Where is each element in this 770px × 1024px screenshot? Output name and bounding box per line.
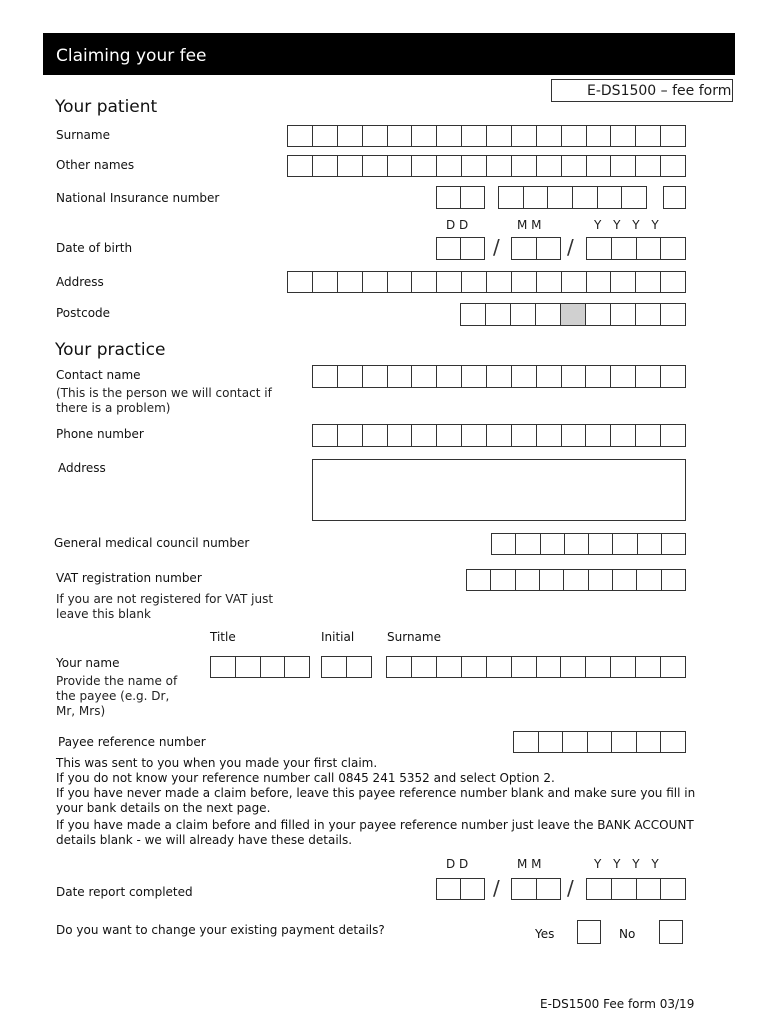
practice-address-input[interactable] [312,459,686,521]
char-cell[interactable] [388,366,413,387]
char-cell[interactable] [661,304,685,325]
char-cell[interactable] [313,156,338,176]
char-cell[interactable] [586,657,611,677]
note-line: If you have made a claim before and filled in your payee reference number just leave the BANK ACCOUNT details blank - we will already have these details. [56,818,694,847]
page-banner [43,33,735,75]
char-cell[interactable] [388,156,413,176]
char-cell[interactable] [587,156,612,176]
report-year-boxes[interactable] [586,878,686,900]
char-cell[interactable] [611,272,636,292]
surname-label: Surname [56,128,110,142]
char-cell[interactable] [512,272,537,292]
char-cell[interactable] [561,657,586,677]
contact-name-label: Contact name [56,368,141,382]
char-cell[interactable] [492,534,516,554]
char-cell[interactable] [661,732,685,752]
char-cell[interactable] [561,304,586,325]
char-cell[interactable] [487,657,512,677]
phone-label: Phone number [56,427,144,441]
no-checkbox[interactable] [659,920,683,944]
report-yyyy-label: Y Y Y Y [594,857,659,871]
postcode-label: Postcode [56,306,111,320]
char-cell[interactable] [562,126,587,146]
char-cell[interactable] [363,156,388,176]
char-cell[interactable] [388,126,413,146]
char-cell[interactable] [537,272,562,292]
char-cell[interactable] [313,366,338,387]
char-cell[interactable] [387,657,412,677]
char-cell[interactable] [586,304,611,325]
payee-ref-label: Payee reference number [58,735,206,749]
char-cell[interactable] [636,126,661,146]
contact-name-boxes[interactable] [312,365,686,388]
char-cell[interactable] [338,272,363,292]
char-cell[interactable] [363,126,388,146]
char-cell[interactable] [612,879,637,899]
char-cell[interactable] [598,187,623,208]
char-cell[interactable] [338,425,363,446]
char-cell[interactable] [322,657,347,677]
char-cell[interactable] [524,187,549,208]
char-cell[interactable] [537,126,562,146]
char-cell[interactable] [537,156,562,176]
char-cell[interactable] [512,657,537,677]
char-cell[interactable] [537,425,562,446]
yes-label: Yes [535,927,555,941]
char-cell[interactable] [661,657,685,677]
vat-hint: If you are not registered for VAT just leave this blank [56,592,274,621]
char-cell[interactable] [564,570,588,590]
char-cell[interactable] [412,366,437,387]
dob-yyyy-label: Y Y Y Y [594,218,659,232]
char-cell[interactable] [461,879,484,899]
note-line: This was sent to you when you made your first claim. [56,756,378,770]
ni-suffix-box[interactable] [663,186,686,209]
char-cell[interactable] [589,570,613,590]
char-cell[interactable] [388,272,413,292]
char-cell[interactable] [512,238,537,259]
char-cell[interactable] [437,156,462,176]
char-cell[interactable] [487,126,512,146]
char-cell[interactable] [462,126,487,146]
report-day-boxes[interactable] [436,878,485,900]
char-cell[interactable] [573,187,598,208]
char-cell[interactable] [412,126,437,146]
char-cell[interactable] [511,304,536,325]
surname-col-label: Surname [387,630,441,644]
char-cell[interactable] [562,272,587,292]
dob-dd-label: D D [446,218,469,232]
char-cell[interactable] [661,879,685,899]
ni-digits-boxes[interactable] [498,186,647,209]
char-cell[interactable] [637,570,661,590]
char-cell[interactable] [636,272,661,292]
char-cell[interactable] [661,425,685,446]
gmc-label: General medical council number [54,536,250,550]
other-names-label: Other names [56,158,135,172]
form-id: E-DS1500 – fee form [587,83,732,99]
ni-number-label: National Insurance number [56,191,220,205]
char-cell[interactable] [587,126,612,146]
payee-surname-boxes[interactable] [386,656,686,678]
ni-prefix-boxes[interactable] [436,186,485,209]
char-cell[interactable] [587,879,612,899]
char-cell[interactable] [613,534,637,554]
yes-checkbox[interactable] [577,920,601,944]
char-cell[interactable] [588,732,613,752]
address-boxes[interactable] [287,271,686,293]
char-cell[interactable] [636,156,661,176]
report-month-boxes[interactable] [511,878,561,900]
char-cell[interactable] [261,657,286,677]
contact-name-hint: (This is the person we will contact if there is a problem) [56,386,272,415]
char-cell[interactable] [437,657,462,677]
char-cell[interactable] [491,570,515,590]
char-cell[interactable] [514,732,539,752]
char-cell[interactable] [313,126,338,146]
char-cell[interactable] [612,238,637,259]
char-cell[interactable] [462,657,487,677]
dob-mm-label: M M [517,218,542,232]
char-cell[interactable] [636,425,661,446]
char-cell[interactable] [313,272,338,292]
char-cell[interactable] [211,657,236,677]
char-cell[interactable] [637,732,662,752]
char-cell[interactable] [661,366,685,387]
char-cell[interactable] [437,238,461,259]
char-cell[interactable] [437,425,462,446]
postcode-boxes[interactable] [460,303,686,326]
other-names-boxes[interactable] [287,155,686,177]
char-cell[interactable] [638,534,662,554]
char-cell[interactable] [622,187,646,208]
char-cell[interactable] [512,366,537,387]
char-cell[interactable] [467,570,491,590]
dob-label: Date of birth [56,241,133,255]
vat-label: VAT registration number [56,571,202,585]
char-cell[interactable] [487,156,512,176]
char-cell[interactable] [462,156,487,176]
char-cell[interactable] [285,657,309,677]
char-cell[interactable] [611,425,636,446]
char-cell[interactable] [661,126,685,146]
char-cell[interactable] [487,366,512,387]
title-col-label: Title [210,630,236,644]
dob-year-boxes[interactable] [586,237,686,260]
char-cell[interactable] [664,187,685,208]
char-cell[interactable] [611,304,636,325]
report-date-separator: / [567,876,574,900]
char-cell[interactable] [587,238,612,259]
char-cell[interactable] [563,732,588,752]
char-cell[interactable] [540,570,564,590]
form-id-box [551,79,733,102]
char-cell[interactable] [637,238,662,259]
char-cell[interactable] [537,657,562,677]
dob-day-boxes[interactable] [436,237,485,260]
char-cell[interactable] [363,272,388,292]
char-cell[interactable] [437,187,461,208]
char-cell[interactable] [236,657,261,677]
char-cell[interactable] [537,366,562,387]
char-cell[interactable] [565,534,589,554]
note-line: If you have never made a claim before, leave this payee reference number blank and make sure you fill in your bank details on the next page. [56,786,696,815]
char-cell[interactable] [486,304,511,325]
page-title: Claiming your fee [56,46,207,66]
char-cell[interactable] [347,657,371,677]
char-cell[interactable] [537,238,561,259]
char-cell[interactable] [636,304,661,325]
char-cell[interactable] [437,879,461,899]
report-mm-label: M M [517,857,542,871]
date-completed-label: Date report completed [56,885,193,899]
char-cell[interactable] [338,126,363,146]
char-cell[interactable] [662,534,685,554]
char-cell[interactable] [512,156,537,176]
char-cell[interactable] [611,366,636,387]
char-cell[interactable] [613,570,637,590]
char-cell[interactable] [611,126,636,146]
char-cell[interactable] [461,238,484,259]
char-cell[interactable] [288,126,313,146]
char-cell[interactable] [512,879,537,899]
char-cell[interactable] [516,534,540,554]
initial-col-label: Initial [321,630,355,644]
char-cell[interactable] [548,187,573,208]
char-cell[interactable] [412,425,437,446]
char-cell[interactable] [562,156,587,176]
vat-boxes[interactable] [466,569,686,591]
address-label: Address [56,275,104,289]
notes-block [56,756,696,848]
dob-separator: / [567,235,574,259]
char-cell[interactable] [461,187,484,208]
char-cell[interactable] [288,272,313,292]
char-cell[interactable] [412,272,437,292]
char-cell[interactable] [586,425,611,446]
char-cell[interactable] [537,879,561,899]
char-cell[interactable] [437,366,462,387]
note-line: If you do not know your reference number call 0845 241 5352 and select Option 2. [56,771,555,785]
char-cell[interactable] [539,732,564,752]
practice-address-label: Address [58,461,106,475]
char-cell[interactable] [661,156,685,176]
char-cell[interactable] [338,366,363,387]
gmc-boxes[interactable] [491,533,686,555]
practice-heading: Your practice [55,340,166,360]
char-cell[interactable] [611,657,636,677]
char-cell[interactable] [363,366,388,387]
payee-initial-boxes[interactable] [321,656,372,678]
char-cell[interactable] [437,126,462,146]
char-cell[interactable] [637,879,662,899]
char-cell[interactable] [562,425,587,446]
surname-boxes[interactable] [287,125,686,147]
char-cell[interactable] [536,304,561,325]
char-cell[interactable] [313,425,338,446]
char-cell[interactable] [338,156,363,176]
char-cell[interactable] [541,534,565,554]
your-name-label: Your name [56,656,120,670]
char-cell[interactable] [562,366,587,387]
char-cell[interactable] [363,425,388,446]
char-cell[interactable] [512,126,537,146]
phone-boxes[interactable] [312,424,686,447]
char-cell[interactable] [499,187,524,208]
char-cell[interactable] [636,657,661,677]
char-cell[interactable] [288,156,313,176]
patient-heading: Your patient [55,97,158,117]
char-cell[interactable] [636,366,661,387]
char-cell[interactable] [462,366,487,387]
char-cell[interactable] [388,425,413,446]
char-cell[interactable] [487,272,512,292]
char-cell[interactable] [586,366,611,387]
payee-title-boxes[interactable] [210,656,310,678]
dob-separator: / [493,235,500,259]
dob-month-boxes[interactable] [511,237,561,260]
footer-text: E-DS1500 Fee form 03/19 [540,997,695,1011]
char-cell[interactable] [512,425,537,446]
char-cell[interactable] [589,534,613,554]
report-date-separator: / [493,876,500,900]
change-payment-question: Do you want to change your existing payment details? [56,923,385,937]
char-cell[interactable] [462,272,487,292]
char-cell[interactable] [611,156,636,176]
your-name-hint: Provide the name of the payee (e.g. Dr, Mr, Mrs) [56,674,178,718]
char-cell[interactable] [661,238,685,259]
char-cell[interactable] [462,425,487,446]
char-cell[interactable] [412,156,437,176]
char-cell[interactable] [661,272,685,292]
report-dd-label: D D [446,857,469,871]
char-cell[interactable] [516,570,540,590]
char-cell[interactable] [587,272,612,292]
no-label: No [619,927,636,941]
char-cell[interactable] [487,425,512,446]
char-cell[interactable] [461,304,486,325]
char-cell[interactable] [662,570,685,590]
char-cell[interactable] [612,732,637,752]
char-cell[interactable] [412,657,437,677]
char-cell[interactable] [437,272,462,292]
payee-ref-boxes[interactable] [513,731,686,753]
